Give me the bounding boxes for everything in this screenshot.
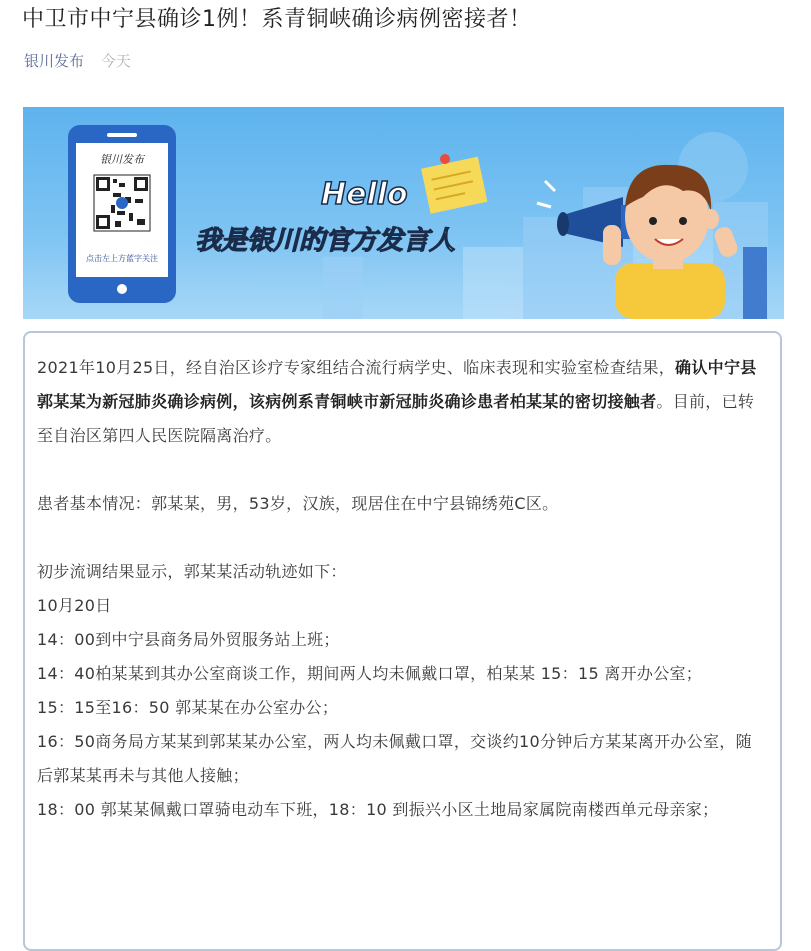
svg-text:点击左上方蓝字关注: 点击左上方蓝字关注 [86, 254, 158, 263]
diagnosis-tail: 。目前，已转至自治区第四人民医院隔离治疗。 [37, 392, 755, 445]
article-body [23, 331, 782, 951]
svg-text:我是银川的官方发言人: 我是银川的官方发言人 [195, 226, 456, 256]
phone-qr-icon [68, 125, 176, 303]
article-meta [24, 50, 131, 72]
promo-banner[interactable] [23, 107, 784, 319]
account-name-link[interactable]: 银川发布 [24, 52, 85, 70]
paragraph-patient-info: 患者基本情况：郭某某，男，53岁，汉族，现居住在中宁县锦绣苑C区。 [37, 494, 559, 513]
diagnosis-highlight: 确认中宁县郭某某为新冠肺炎确诊病例，该病例系青铜峡市新冠肺炎确诊患者柏某某的密切接触者 [37, 358, 757, 411]
svg-text:Hello: Hello [321, 177, 408, 212]
publish-date: 今天 [100, 52, 131, 70]
banner-illustration [23, 107, 784, 319]
trace-item: 14：00到中宁县商务局外贸服务站上班； [37, 630, 340, 649]
trace-item: 16：50商务局方某某到郭某某办公室，两人均未佩戴口罩，交谈约10分钟后方某某离开办公室，随后郭某某再未与其他人接触； [37, 732, 752, 785]
note-icon [421, 157, 487, 214]
svg-text:银川发布: 银川发布 [100, 153, 144, 166]
paragraph-diagnosis [37, 351, 768, 453]
trace-date: 10月20日 [37, 596, 112, 615]
paragraph-trace-intro: 初步流调结果显示，郭某某活动轨迹如下： [37, 562, 347, 581]
diagnosis-lead: 2021年10月25日，经自治区诊疗专家组结合流行病学史、临床表现和实验室检查结果， [37, 358, 676, 377]
trace-item: 15：15至16：50 郭某某在办公室办公； [37, 698, 339, 717]
article-title: 中卫市中宁县确诊1例！系青铜峡确诊病例密接者！ [22, 7, 532, 32]
trace-item: 18：00 郭某某佩戴口罩骑电动车下班，18：10 到振兴小区土地局家属院南楼西单元母亲家； [37, 800, 719, 819]
trace-item: 14：40柏某某到其办公室商谈工作，期间两人均未佩戴口罩，柏某某 15：15 离开办公室； [37, 664, 703, 683]
